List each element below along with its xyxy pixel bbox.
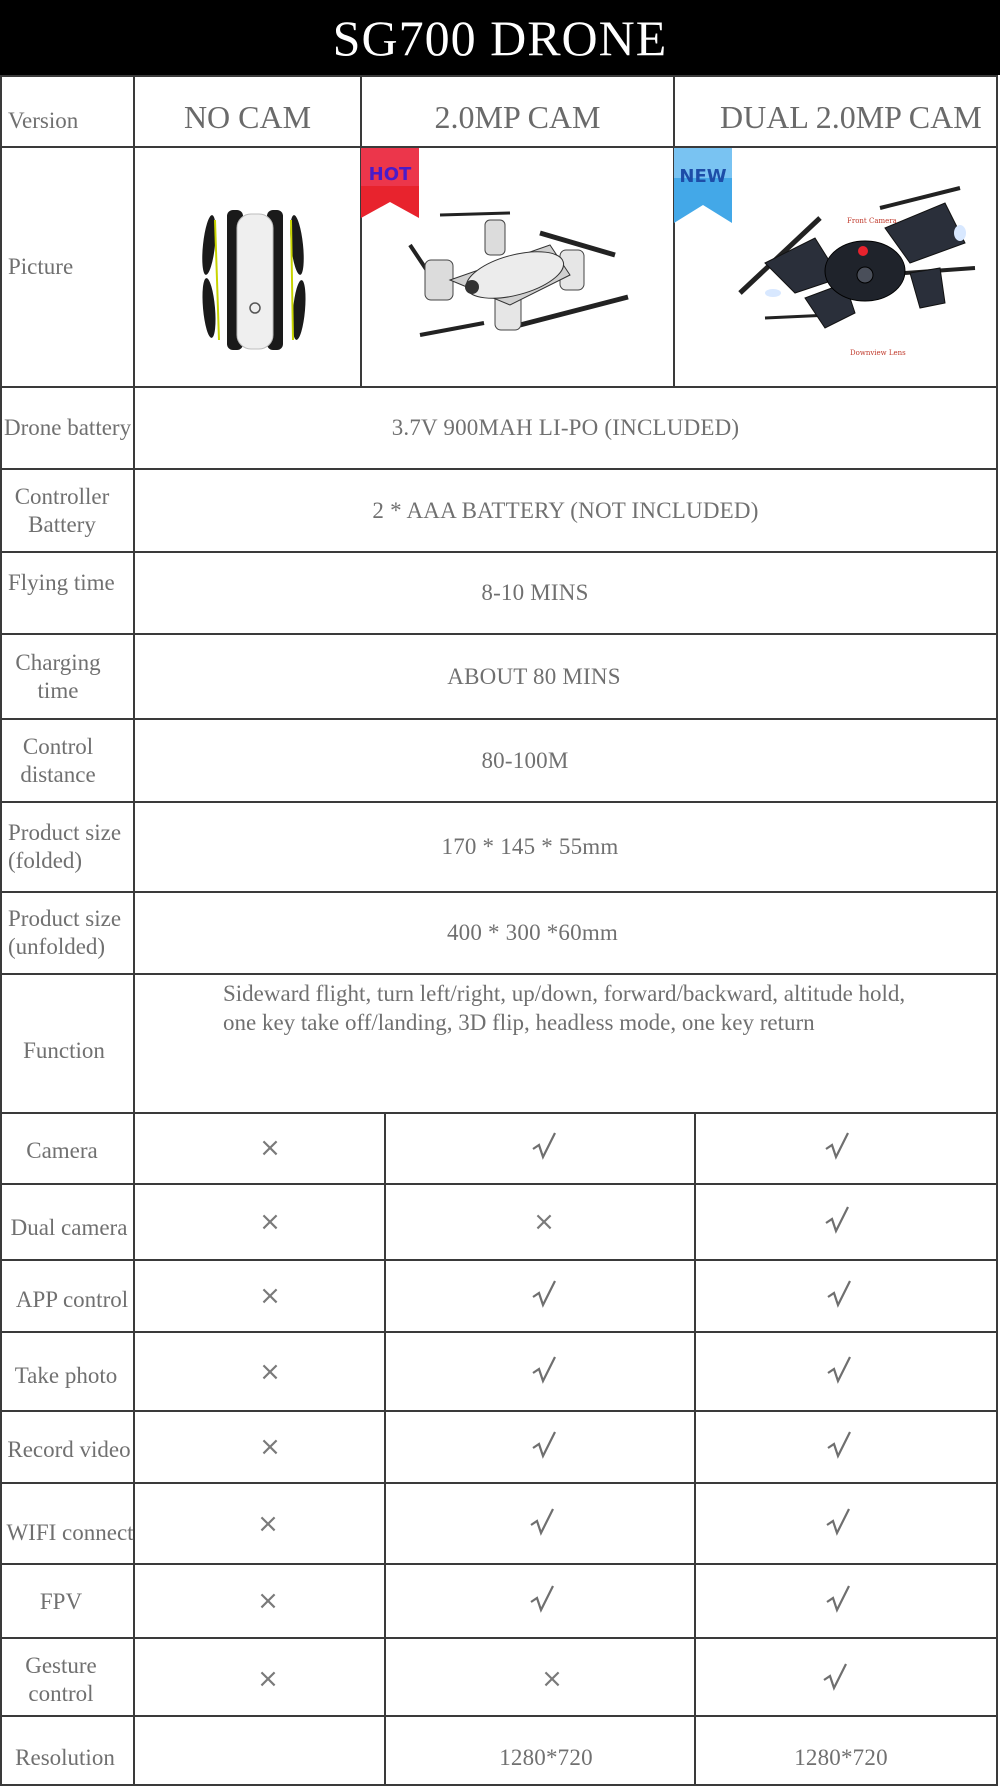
feature-label-fpv: FPV	[39, 1588, 83, 1614]
version-label: Version	[8, 108, 79, 134]
row-divider	[0, 75, 998, 77]
resolution-label: Resolution	[15, 1745, 115, 1771]
control-distance-value: 80-100M	[481, 747, 569, 773]
flying-time-label: Flying time	[8, 570, 115, 596]
version-dual-2mp-cam: DUAL 2.0MP CAM	[720, 98, 982, 135]
resolution-no-cam	[135, 1730, 384, 1786]
function-text-line2: one key take off/landing, 3D flip, headless mode, one key return	[223, 1010, 815, 1035]
controller-battery-value: 2 * AAA BATTERY (NOT INCLUDED)	[372, 497, 759, 523]
function-text-line1: Sideward flight, turn left/right, up/down, forward/backward, altitude hold,	[223, 981, 906, 1006]
feature-label-gesture-control: Gesture control	[25, 1652, 97, 1706]
flying-time-value: 8-10 MINS	[481, 580, 589, 606]
charging-time-label: Charging time	[15, 649, 101, 703]
function-label: Function	[23, 1037, 105, 1063]
picture-label: Picture	[8, 254, 74, 280]
feature-gesture-control-2mp: ×	[541, 1663, 563, 1694]
white-drone-image	[400, 205, 655, 345]
drone-battery-value: 3.7V 900MAH LI-PO (INCLUDED)	[391, 415, 740, 441]
feature-dual-camera-no-cam: ×	[259, 1207, 281, 1237]
charging-time-value: ABOUT 80 MINS	[447, 663, 621, 689]
feature-take-photo-no-cam: ×	[259, 1356, 281, 1387]
table-border-right	[996, 75, 998, 1786]
feature-label-take-photo: Take photo	[14, 1363, 118, 1389]
feature-label-dual-camera: Dual camera	[10, 1214, 128, 1240]
control-distance-label: Control distance	[20, 733, 96, 787]
feature-record-video-dual	[694, 1412, 984, 1482]
feature-wifi-connect-dual	[694, 1484, 982, 1563]
page-title: SG700 DRONE	[0, 0, 1000, 75]
new-badge-text: NEW	[679, 166, 727, 187]
feature-camera-no-cam: ×	[259, 1132, 281, 1163]
black-drone-image	[735, 183, 980, 363]
feature-dual-camera-dual	[694, 1185, 979, 1259]
feature-label-camera: Camera	[26, 1137, 98, 1163]
feature-record-video-2mp	[384, 1412, 704, 1482]
feature-record-video-no-cam: ×	[259, 1432, 281, 1462]
version-2mp-cam: 2.0MP CAM	[434, 98, 601, 135]
feature-label-wifi-connect: WIFI connect	[6, 1519, 134, 1545]
feature-dual-camera-2mp: ×	[533, 1207, 555, 1237]
product-size-folded-label: Product size (folded)	[8, 820, 122, 873]
new-badge	[674, 148, 732, 223]
front-camera-annotation: Front Camera	[847, 217, 897, 225]
function-description	[135, 975, 996, 1112]
feature-gesture-control-dual	[694, 1639, 976, 1718]
resolution-dual: 1280*720	[794, 1745, 888, 1771]
feature-label-record-video: Record video	[7, 1437, 131, 1463]
feature-take-photo-2mp	[384, 1333, 704, 1410]
feature-wifi-connect-no-cam: ×	[257, 1508, 279, 1539]
version-no-cam: NO CAM	[183, 98, 312, 135]
feature-app-control-2mp	[384, 1261, 704, 1331]
column-divider	[673, 75, 675, 386]
product-size-unfolded-label: Product size (unfolded)	[8, 906, 122, 959]
controller-battery-label: Controller Battery	[14, 483, 110, 537]
resolution-2mp: 1280*720	[499, 1745, 593, 1771]
hot-badge-text: HOT	[368, 164, 412, 185]
feature-fpv-2mp	[384, 1565, 700, 1637]
product-size-folded-value: 170 * 145 * 55mm	[441, 834, 619, 860]
feature-fpv-dual	[694, 1565, 982, 1637]
feature-app-control-dual	[694, 1261, 984, 1331]
row-divider	[0, 1715, 998, 1717]
feature-gesture-control-no-cam: ×	[257, 1663, 279, 1694]
feature-camera-dual	[694, 1112, 979, 1183]
downview-lens-annotation: Downview Lens	[850, 349, 906, 357]
product-size-unfolded-value: 400 * 300 *60mm	[446, 920, 619, 946]
feature-fpv-no-cam: ×	[257, 1586, 279, 1616]
feature-camera-2mp	[384, 1112, 704, 1183]
feature-take-photo-dual	[694, 1333, 984, 1410]
feature-app-control-no-cam: ×	[259, 1281, 281, 1311]
folded-drone-image	[185, 200, 325, 355]
row-divider	[0, 146, 998, 148]
feature-label-app-control: APP control	[15, 1287, 129, 1313]
feature-wifi-connect-2mp	[384, 1484, 700, 1563]
drone-battery-label: Drone battery	[4, 415, 132, 441]
